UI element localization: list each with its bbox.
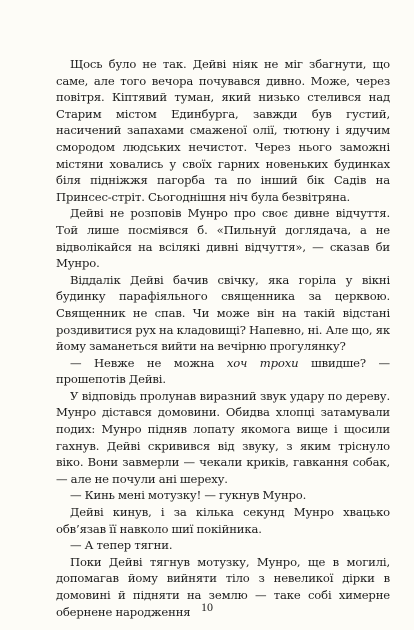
paragraph-1: Щось було не так. Дейві ніяк не міг збагнути, що саме, але того вечора почувався дивно. Може, через повітря. Кіптявий туман, який низько стелився над Старим містом Единбурга, завжди був густий, насичений запахами смаженої олії, тютюну і ядучим смородом людських нечистот. Через нього заможні містяни ховались у своїх гарних новеньких будинках біля підніжжя пагорба та по інший бік Садів на Принсес-стріт. Сьогоднішня ніч була безвітряна. <box>56 57 390 204</box>
body-text <box>56 56 390 620</box>
paragraph-2: Дейві не розповів Мунро про своє дивне відчуття. Той лише посміявся б. «Пильнуй доглядача, а не відволікайся на всілякі дивні відчуття», — сказав би Мунро. <box>56 206 390 271</box>
page-number: 10 <box>201 600 213 614</box>
paragraph-7: Дейві кинув, і за кілька секунд Мунро хвацько обв’язав її навколо шиї покійника. <box>56 505 390 536</box>
paragraph-5: У відповідь пролунав виразний звук удару по дереву. Мунро дістався домовини. Обидва хлопці затамували подих: Мунро підняв лопату якомога вище і щосили гахнув. Дейві скривився від звуку, з яким тріснуло віко. Вони завмерли — чекали криків, гавкання собак, — але не почули ані шереху. <box>56 388 390 486</box>
paragraph-4-italic: хоч трохи <box>226 355 299 370</box>
paragraph-6: — Кинь мені мотузку! — гукнув Мунро. <box>70 488 307 503</box>
paragraph-8: — А тепер тягни. <box>70 538 173 553</box>
paragraph-3: Віддалік Дейві бачив свічку, яка горіла у вікні будинку парафіяльного священника за церквою. Священник не спав. Чи може він на такій відстані роздивитися рух на кладовищі? Напевно, ні. Але що, як йому заманеться вийти на вечірню прогулянку? <box>56 272 390 354</box>
paragraph-4 <box>56 355 390 388</box>
paragraph-4-end: швидше? — прошепотів Дейві. <box>56 355 390 387</box>
paragraph-4-start: — Невже не можна <box>70 355 227 370</box>
paragraph-9: Поки Дейві тягнув мотузку, Мунро, ще в могилі, допомагав йому вийняти тіло з невеликої дірки в домовині й підняти на землю — таке собі химерне обернене народження <box>56 554 390 619</box>
